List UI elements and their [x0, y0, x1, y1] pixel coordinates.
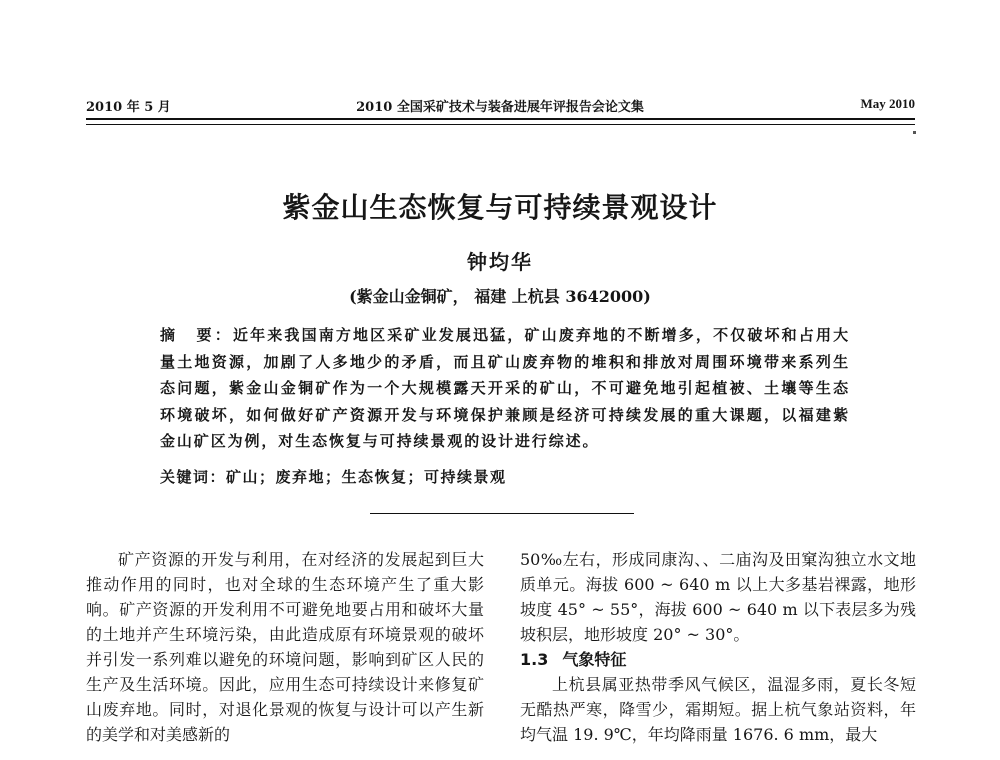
- paper-title: 紫金山生态恢复与可持续景观设计: [282, 191, 718, 224]
- body-paragraph-hydrogeology: 50‰左右，形成同康沟、、二庙沟及田窠沟独立水文地质单元。海拔 600 ~ 640 m 以上大多基岩裸露，地形坡度 45° ~ 55°，海拔 600 ~ 640 m 以下表层多为残坡积层，地形坡度 20° ~ 30°。: [520, 550, 916, 644]
- body-column-left: [86, 547, 484, 747]
- running-header-date: 2010 年 5 月: [86, 100, 171, 115]
- section-title: 气象特征: [562, 650, 627, 669]
- section-number: 1.3: [520, 650, 549, 669]
- abstract: [160, 322, 850, 455]
- author-affiliation: (紫金山金铜矿， 福建 上杭县 3642000): [349, 287, 651, 306]
- scan-speck: [913, 131, 916, 134]
- header-rule-thick: [86, 118, 915, 120]
- section-heading-climate: [520, 647, 916, 672]
- keywords-text: 矿山；废弃地；生态恢复；可持续景观: [226, 468, 507, 486]
- running-header-date-english: May 2010: [860, 96, 915, 111]
- abstract-divider-rule: [370, 513, 634, 514]
- abstract-text: 近年来我国南方地区采矿业发展迅猛，矿山废弃地的不断增多，不仅破坏和占用大量土地资源，加剧了人多地少的矛盾，而且矿山废弃物的堆积和排放对周围环境带来系列生态问题，紫金山金铜矿作为一个大规模露天开采的矿山，不可避免地引起植被、土壤等生态环境破坏，如何做好矿产资源开发与环境保护兼顾是经济可持续发展的重大课题，以福建紫金山矿区为例，对生态恢复与可持续景观的设计进行综述。: [160, 326, 850, 450]
- keywords-label: 关键词：: [160, 468, 227, 486]
- author-name: 钟均华: [467, 250, 533, 274]
- body-paragraph-climate: 上杭县属亚热带季风气候区，温湿多雨，夏长冬短无酷热严寒，降雪少，霜期短。据上杭气象站资料，年均气温 19. 9℃，年均降雨量 1676. 6 mm，最大: [520, 675, 916, 744]
- running-header-proceedings-title: 2010 全国采矿技术与装备进展年评报告会论文集: [356, 100, 644, 115]
- abstract-label: 摘 要：: [160, 326, 233, 344]
- keywords: [160, 466, 850, 487]
- body-paragraph-intro: 矿产资源的开发与利用，在对经济的发展起到巨大推动作用的同时，也对全球的生态环境产生了重大影响。矿产资源的开发利用不可避免地要占用和破坏大量的土地并产生环境污染，由此造成原有环境景观的破坏并引发一系列难以避免的环境问题，影响到矿区人民的生产及生活环境。因此，应用生态可持续设计来修复矿山废弃地。同时，对退化景观的恢复与设计可以产生新的美学和对美感新的: [86, 550, 484, 744]
- header-rule-thin: [86, 124, 915, 125]
- body-column-right: [520, 547, 916, 747]
